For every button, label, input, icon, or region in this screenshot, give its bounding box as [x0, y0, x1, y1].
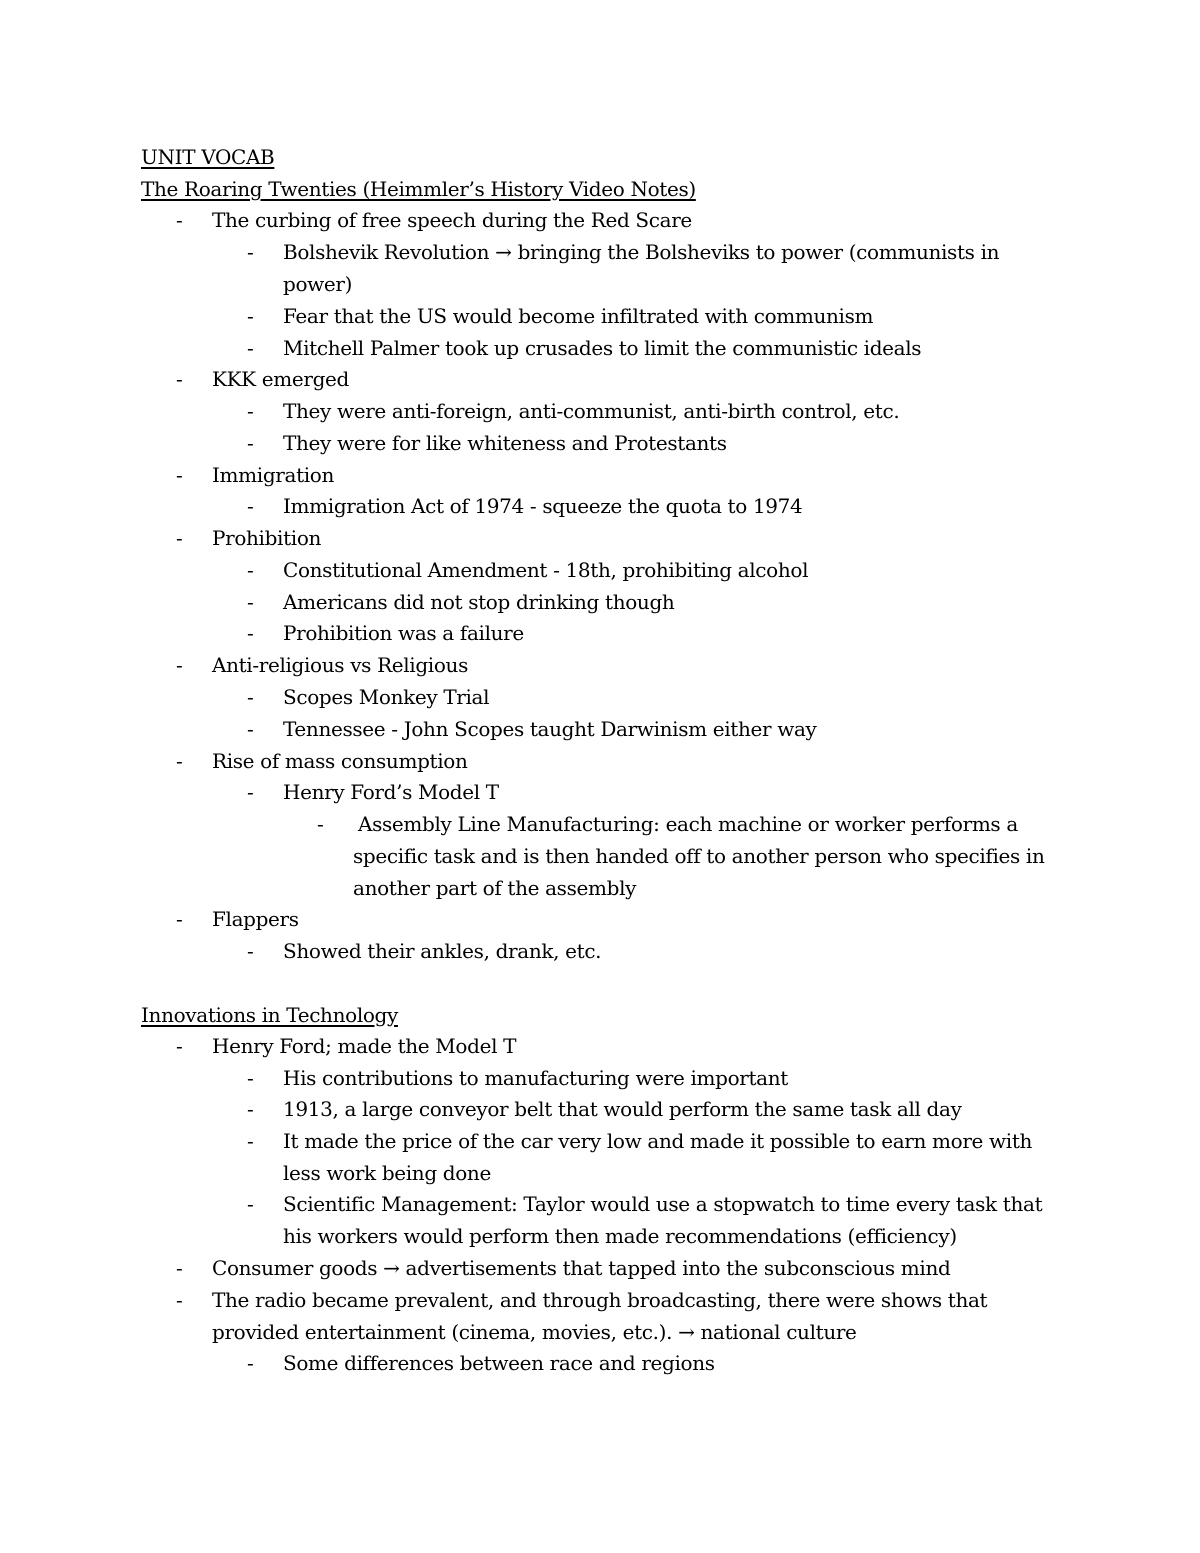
bullet-dash: -	[247, 240, 254, 264]
list-item: KKK emerged	[212, 367, 349, 391]
list-item: Prohibition was a failure	[283, 621, 524, 645]
bullet-dash: -	[176, 208, 183, 232]
bullet-dash: -	[247, 717, 254, 741]
bullet-dash: -	[247, 590, 254, 614]
list-item-continuation: power)	[283, 272, 353, 296]
bullet-dash: -	[247, 1066, 254, 1090]
bullet-dash: -	[176, 1034, 183, 1058]
list-item: Flappers	[212, 907, 299, 931]
bullet-dash: -	[176, 1256, 183, 1280]
bullet-dash: -	[176, 653, 183, 677]
list-item: Bolshevik Revolution → bringing the Bolsheviks to power (communists in	[283, 240, 1000, 264]
list-item: His contributions to manufacturing were important	[283, 1066, 788, 1090]
bullet-dash: -	[247, 685, 254, 709]
list-item: 1913, a large conveyor belt that would perform the same task all day	[283, 1097, 962, 1121]
list-item: Prohibition	[212, 526, 322, 550]
bullet-dash: -	[176, 907, 183, 931]
bullet-dash: -	[176, 367, 183, 391]
list-item: Scientific Management: Taylor would use a stopwatch to time every task that	[283, 1192, 1043, 1216]
list-item-continuation: less work being done	[283, 1161, 491, 1185]
list-item: The radio became prevalent, and through broadcasting, there were shows that	[212, 1288, 988, 1312]
list-item: Constitutional Amendment - 18th, prohibiting alcohol	[283, 558, 809, 582]
bullet-dash: -	[247, 336, 254, 360]
bullet-dash: -	[247, 304, 254, 328]
bullet-dash: -	[176, 749, 183, 773]
list-item: Some differences between race and regions	[283, 1351, 715, 1375]
list-item: It made the price of the car very low and made it possible to earn more with	[283, 1129, 1033, 1153]
bullet-dash: -	[247, 494, 254, 518]
bullet-dash: -	[247, 1129, 254, 1153]
list-item: They were for like whiteness and Protestants	[283, 431, 727, 455]
bullet-dash: -	[247, 1351, 254, 1375]
page-title: UNIT VOCAB	[141, 145, 275, 169]
bullet-dash: -	[317, 812, 324, 836]
list-item-continuation: provided entertainment (cinema, movies, etc.). → national culture	[212, 1320, 857, 1344]
list-item: Consumer goods → advertisements that tapped into the subconscious mind	[212, 1256, 951, 1280]
list-item: Immigration Act of 1974 - squeeze the quota to 1974	[283, 494, 803, 518]
bullet-dash: -	[247, 1192, 254, 1216]
list-item: Fear that the US would become infiltrated with communism	[283, 304, 874, 328]
list-item: Mitchell Palmer took up crusades to limit the communistic ideals	[283, 336, 922, 360]
bullet-dash: -	[176, 526, 183, 550]
list-item-continuation: specific task and is then handed off to another person who specifies in	[353, 844, 1045, 868]
list-item-continuation: another part of the assembly	[353, 876, 637, 900]
list-item: Scopes Monkey Trial	[283, 685, 490, 709]
list-item: The curbing of free speech during the Red Scare	[212, 208, 692, 232]
section-heading: The Roaring Twenties (Heimmler’s History Video Notes)	[141, 177, 696, 201]
list-item: Showed their ankles, drank, etc.	[283, 939, 602, 963]
bullet-dash: -	[247, 780, 254, 804]
list-item: Anti-religious vs Religious	[212, 653, 468, 677]
bullet-dash: -	[247, 431, 254, 455]
list-item: Americans did not stop drinking though	[283, 590, 675, 614]
list-item: Rise of mass consumption	[212, 749, 468, 773]
bullet-dash: -	[247, 399, 254, 423]
list-item: Immigration	[212, 463, 335, 487]
list-item-continuation: his workers would perform then made recommendations (efficiency)	[283, 1224, 957, 1248]
list-item: Henry Ford; made the Model T	[212, 1034, 517, 1058]
bullet-dash: -	[176, 463, 183, 487]
bullet-dash: -	[247, 1097, 254, 1121]
section-heading: Innovations in Technology	[141, 1003, 398, 1027]
list-item: Tennessee - John Scopes taught Darwinism either way	[283, 717, 817, 741]
bullet-dash: -	[176, 1288, 183, 1312]
bullet-dash: -	[247, 621, 254, 645]
list-item: They were anti-foreign, anti-communist, anti-birth control, etc.	[283, 399, 900, 423]
list-item: Henry Ford’s Model T	[283, 780, 499, 804]
list-item: Assembly Line Manufacturing: each machine or worker performs a	[358, 812, 1018, 836]
bullet-dash: -	[247, 558, 254, 582]
bullet-dash: -	[247, 939, 254, 963]
